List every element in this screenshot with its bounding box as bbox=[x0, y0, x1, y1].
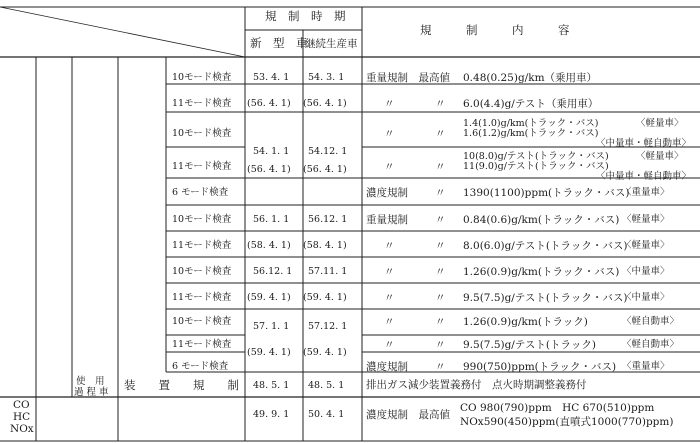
regulation-value: 8.0(6.0)g/テスト(トラック・バス) bbox=[463, 240, 628, 252]
ditto-mark: 〃 bbox=[435, 316, 446, 328]
header-regulation-content: 規 制 内 容 bbox=[420, 23, 570, 37]
pollutant-nox: NOx bbox=[10, 423, 34, 435]
regulation-value: 6.0(4.4)g/テスト（乗用車） bbox=[463, 98, 599, 110]
used-vehicle-label: 使 用 bbox=[76, 376, 105, 387]
mode-label: 10モード検査 bbox=[172, 128, 232, 139]
vehicle-class: 〈中量車〉 bbox=[622, 292, 670, 303]
regulation-value: 11(9.0)g/テスト(トラック・バス) bbox=[463, 161, 609, 172]
ditto-mark: 〃 bbox=[435, 98, 446, 110]
last-value-line1: CO 980(790)ppm HC 670(510)ppm bbox=[460, 402, 655, 414]
merged-new-date: 57. 1. 1 bbox=[253, 321, 290, 332]
regulation-type: 〃 bbox=[384, 266, 395, 278]
merged-new-date: (59. 4. 1) bbox=[247, 347, 291, 358]
used-vehicle-content: 排出ガス減少装置義務付 点火時期調整義務付 bbox=[366, 379, 587, 391]
regulation-type: 〃 bbox=[384, 240, 395, 252]
header-new-model: 新 型 車 bbox=[250, 36, 308, 50]
mode-label: 10モード検査 bbox=[172, 266, 232, 277]
used-new-date: 48. 5. 1 bbox=[253, 380, 290, 391]
vehicle-class: 〈軽自動車〉 bbox=[622, 316, 680, 327]
new-model-date: (56. 4. 1) bbox=[247, 98, 291, 109]
mode-label: 10モード検査 bbox=[172, 72, 232, 83]
continuing-date: (56. 4. 1) bbox=[303, 98, 347, 109]
vehicle-class: 〈中量車・軽自動車〉 bbox=[596, 138, 692, 149]
continuing-date: (59. 4. 1) bbox=[303, 292, 347, 303]
continuing-date: 54. 3. 1 bbox=[308, 72, 345, 83]
mode-label: 10モード検査 bbox=[172, 316, 232, 327]
vehicle-class: 〈軽量車〉 bbox=[636, 151, 684, 162]
mode-label: 11モード検査 bbox=[172, 292, 232, 303]
last-value-line2: NOx590(450)ppm(直噴式1000(770)ppm) bbox=[460, 416, 674, 428]
used-cont-date: 48. 5. 1 bbox=[308, 380, 345, 391]
regulation-value: 10(8.0)g/テスト(トラック・バス) bbox=[463, 151, 609, 162]
regulation-type: 〃 bbox=[384, 98, 395, 110]
regulation-value: 1.4(1.0)g/km(トラック・バス) bbox=[463, 118, 599, 129]
regulation-value: 0.84(0.6)g/km(トラック・バス) bbox=[463, 214, 620, 226]
ditto-mark: 〃 bbox=[435, 361, 446, 373]
regulation-value: 9.5(7.5)g/テスト(トラック) bbox=[463, 339, 596, 351]
new-model-date: 56. 1. 1 bbox=[253, 214, 290, 225]
ditto-mark: 〃 bbox=[435, 339, 446, 351]
pollutant-co: CO bbox=[13, 399, 30, 411]
mode-label: 11モード検査 bbox=[172, 240, 232, 251]
regulation-type: 重量規制 bbox=[366, 214, 408, 226]
mode-label: 10モード検査 bbox=[172, 214, 232, 225]
regulation-value: 9.5(7.5)g/テスト(トラック・バス) bbox=[463, 292, 628, 304]
used-vehicle-label: 過 程 車 bbox=[74, 387, 109, 398]
ditto-mark: 〃 bbox=[435, 128, 446, 140]
mode-label: 6 モード検査 bbox=[172, 187, 229, 198]
last-regulation-type: 濃度規制 最高値 bbox=[366, 409, 450, 421]
vehicle-class: 〈軽量車〉 bbox=[622, 240, 670, 251]
mode-label: 6 モード検査 bbox=[172, 361, 229, 372]
regulation-value: 0.48(0.25)g/km（乗用車） bbox=[463, 72, 598, 84]
regulation-type: 〃 bbox=[384, 161, 395, 173]
regulation-value: 1390(1100)ppm(トラック・バス) bbox=[463, 187, 630, 199]
regulation-value: 1.26(0.9)g/km(トラック) bbox=[463, 316, 588, 328]
new-model-date: 53. 4. 1 bbox=[253, 72, 290, 83]
continuing-date: 56.12. 1 bbox=[308, 214, 348, 225]
continuing-date: (58. 4. 1) bbox=[303, 240, 347, 251]
merged-new-date: 54. 1. 1 bbox=[253, 146, 290, 157]
vehicle-class: 〈軽量車〉 bbox=[622, 214, 670, 225]
last-cont-date: 50. 4. 1 bbox=[308, 409, 345, 420]
ditto-mark: 〃 bbox=[435, 292, 446, 304]
new-model-date: 56.12. 1 bbox=[253, 266, 293, 277]
header-regulation-period: 規 制 時 期 bbox=[265, 9, 346, 23]
regulation-value: 990(750)ppm(トラック・バス) bbox=[463, 361, 617, 373]
vehicle-class: 〈中量車・軽自動車〉 bbox=[596, 171, 692, 182]
merged-new-date: (56. 4. 1) bbox=[247, 164, 291, 175]
merged-cont-date: 57.12. 1 bbox=[308, 321, 348, 332]
regulation-value: 1.6(1.2)g/km(トラック・バス) bbox=[463, 128, 599, 139]
last-new-date: 49. 9. 1 bbox=[253, 409, 290, 420]
regulation-type: 濃度規制 bbox=[366, 187, 408, 199]
ditto-mark: 〃 bbox=[435, 161, 446, 173]
ditto-mark: 〃 bbox=[435, 240, 446, 252]
header-continuing-production: 継続生産車 bbox=[305, 38, 358, 50]
vehicle-class: 〈中量車〉 bbox=[622, 266, 670, 277]
pollutant-hc: HC bbox=[13, 411, 31, 423]
device-regulation-label: 装 置 規 制 bbox=[124, 378, 239, 392]
new-model-date: (59. 4. 1) bbox=[247, 292, 291, 303]
merged-cont-date: 54.12. 1 bbox=[308, 146, 348, 157]
regulation-type: 〃 bbox=[384, 339, 395, 351]
regulation-type: 〃 bbox=[384, 292, 395, 304]
ditto-mark: 〃 bbox=[435, 266, 446, 278]
mode-label: 11モード検査 bbox=[172, 339, 232, 350]
merged-cont-date: (59. 4. 1) bbox=[303, 347, 347, 358]
regulation-value: 1.26(0.9)g/km(トラック・バス) bbox=[463, 266, 620, 278]
vehicle-class: 〈重量車〉 bbox=[622, 187, 670, 198]
new-model-date: (58. 4. 1) bbox=[247, 240, 291, 251]
vehicle-class: 〈軽自動車〉 bbox=[622, 339, 680, 350]
merged-cont-date: (56. 4. 1) bbox=[303, 164, 347, 175]
ditto-mark: 〃 bbox=[435, 214, 446, 226]
continuing-date: 57.11. 1 bbox=[308, 266, 348, 277]
mode-label: 11モード検査 bbox=[172, 98, 232, 109]
vehicle-class: 〈重量車〉 bbox=[622, 361, 670, 372]
ditto-mark: 〃 bbox=[435, 187, 446, 199]
regulation-type: 重量規制 最高値 bbox=[366, 72, 450, 84]
regulation-type: 〃 bbox=[384, 128, 395, 140]
vehicle-class: 〈軽量車〉 bbox=[636, 118, 684, 129]
regulation-type: 〃 bbox=[384, 316, 395, 328]
mode-label: 11モード検査 bbox=[172, 161, 232, 172]
regulation-type: 濃度規制 bbox=[366, 361, 408, 373]
grid-line bbox=[0, 7, 245, 57]
